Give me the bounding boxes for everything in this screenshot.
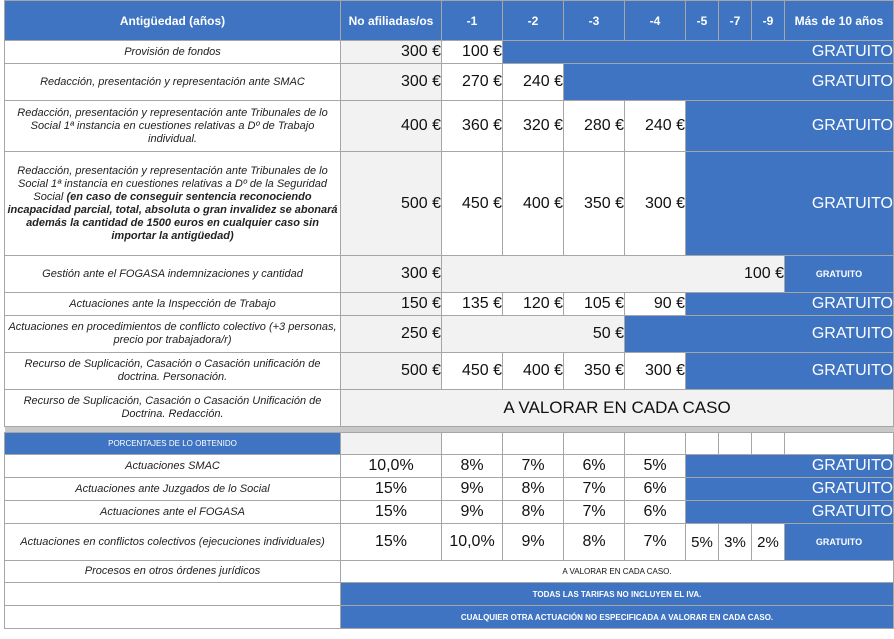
table-row — [5, 390, 894, 427]
header-row — [5, 1, 894, 41]
table-row — [5, 524, 894, 561]
table-row — [5, 561, 894, 583]
percent-cell: 15% — [341, 501, 442, 524]
price-cell: 320 € — [503, 101, 564, 152]
header-col-2: -2 — [503, 1, 564, 41]
price-cell: 105 € — [564, 293, 625, 316]
percent-cell: 7% — [503, 455, 564, 478]
row-label: Redacción, presentación y representación ante Tribunales de lo Social 1ª instancia en cuestiones relativas a Dº de Trabajo individual. — [5, 101, 341, 152]
header-col-1: -1 — [442, 1, 503, 41]
header-no-afiliadas: No afiliadas/os — [341, 1, 442, 41]
gratuito-cell: GRATUITO — [686, 501, 894, 524]
price-cell: 270 € — [442, 64, 503, 101]
row-label-note: (en caso de conseguir sentencia reconociendo incapacidad parcial, total, absoluta o gran invalidez se abonará además la cantidad de 1500 euros en cualquier caso sin importar la antigüedad) — [7, 190, 338, 242]
price-cell: 300 € — [341, 41, 442, 64]
price-cell: 90 € — [625, 293, 686, 316]
price-cell: 360 € — [442, 101, 503, 152]
price-cell: 450 € — [442, 152, 503, 256]
price-cell: 350 € — [564, 152, 625, 256]
row-label: Actuaciones en procedimientos de conflicto colectivo (+3 personas, precio por trabajadora/r) — [5, 316, 341, 353]
row-label: Recurso de Suplicación, Casación o Casación Unificación de Doctrina. Redacción. — [5, 390, 341, 427]
percent-cell: 9% — [442, 478, 503, 501]
price-cell: 120 € — [503, 293, 564, 316]
table-row — [5, 41, 894, 64]
percent-header-row — [5, 433, 894, 455]
price-cell: 250 € — [341, 316, 442, 353]
header-col-7: -7 — [719, 1, 752, 41]
price-cell: 240 € — [625, 101, 686, 152]
price-cell: 400 € — [341, 101, 442, 152]
percent-cell: 6% — [625, 478, 686, 501]
percent-cell: 2% — [752, 524, 785, 561]
iva-note: TODAS LAS TARIFAS NO INCLUYEN EL IVA. — [341, 583, 894, 606]
row-label-text: Redacción, presentación y representación ante Tribunales de lo Social 1ª instancia en cuestiones relativas a Dº de la Seguridad Social — [17, 164, 328, 203]
price-cell: 240 € — [503, 64, 564, 101]
percent-cell: 8% — [503, 501, 564, 524]
row-label: Procesos en otros órdenes jurídicos — [5, 561, 341, 583]
note-row — [5, 583, 894, 606]
price-cell: 100 € — [442, 41, 503, 64]
percent-cell: 15% — [341, 478, 442, 501]
table-row — [5, 293, 894, 316]
gratuito-cell: GRATUITO — [625, 316, 894, 353]
price-cell: 300 € — [625, 353, 686, 390]
percent-cell: 8% — [442, 455, 503, 478]
gratuito-cell: GRATUITO — [686, 455, 894, 478]
valorar-cell: A VALORAR EN CADA CASO. — [341, 561, 894, 583]
header-mas-10: Más de 10 años — [785, 1, 894, 41]
price-cell: 150 € — [341, 293, 442, 316]
table-row — [5, 152, 894, 256]
percent-cell: 9% — [503, 524, 564, 561]
row-label — [5, 152, 341, 256]
price-cell: 400 € — [503, 152, 564, 256]
table-row — [5, 353, 894, 390]
header-col-4: -4 — [625, 1, 686, 41]
row-label: Actuaciones ante la Inspección de Trabajo — [5, 293, 341, 316]
row-label: Redacción, presentación y representación ante SMAC — [5, 64, 341, 101]
percent-cell: 3% — [719, 524, 752, 561]
gratuito-cell: GRATUITO — [785, 524, 894, 561]
table-row — [5, 64, 894, 101]
percent-cell: 9% — [442, 501, 503, 524]
price-cell: 450 € — [442, 353, 503, 390]
percent-header: PORCENTAJES DE LO OBTENIDO — [5, 433, 341, 455]
row-label: Actuaciones ante Juzgados de lo Social — [5, 478, 341, 501]
percent-cell: 10,0% — [442, 524, 503, 561]
header-col-9: -9 — [752, 1, 785, 41]
gratuito-cell: GRATUITO — [785, 256, 894, 293]
header-col-3: -3 — [564, 1, 625, 41]
table-row — [5, 256, 894, 293]
row-label: Gestión ante el FOGASA indemnizaciones y cantidad — [5, 256, 341, 293]
price-cell: 100 € — [442, 256, 785, 293]
percent-cell: 8% — [503, 478, 564, 501]
other-actions-note: CUALQUIER OTRA ACTUACIÓN NO ESPECIFICADA A VALORAR EN CADA CASO. — [341, 606, 894, 629]
gratuito-cell: GRATUITO — [686, 478, 894, 501]
gratuito-cell: GRATUITO — [686, 293, 894, 316]
table-row — [5, 316, 894, 353]
price-cell: 300 € — [341, 64, 442, 101]
row-label: Provisión de fondos — [5, 41, 341, 64]
valorar-cell: A VALORAR EN CADA CASO — [341, 390, 894, 427]
gratuito-cell: GRATUITO — [686, 101, 894, 152]
price-cell: 300 € — [341, 256, 442, 293]
header-col-5: -5 — [686, 1, 719, 41]
percent-cell: 8% — [564, 524, 625, 561]
table-row — [5, 478, 894, 501]
row-label: Actuaciones SMAC — [5, 455, 341, 478]
percent-cell: 7% — [625, 524, 686, 561]
price-cell: 50 € — [442, 316, 625, 353]
percent-cell: 10,0% — [341, 455, 442, 478]
percent-cell: 15% — [341, 524, 442, 561]
table-row — [5, 501, 894, 524]
price-cell: 350 € — [564, 353, 625, 390]
table-row — [5, 101, 894, 152]
price-cell: 280 € — [564, 101, 625, 152]
percent-cell: 7% — [564, 478, 625, 501]
gratuito-cell: GRATUITO — [686, 152, 894, 256]
percent-cell: 5% — [686, 524, 719, 561]
gratuito-cell: GRATUITO — [503, 41, 894, 64]
gratuito-cell: GRATUITO — [564, 64, 894, 101]
header-antiguedad: Antigüedad (años) — [5, 1, 341, 41]
price-cell: 135 € — [442, 293, 503, 316]
price-cell: 500 € — [341, 152, 442, 256]
price-cell: 300 € — [625, 152, 686, 256]
percent-cell: 7% — [564, 501, 625, 524]
percent-cell: 6% — [625, 501, 686, 524]
percent-cell: 5% — [625, 455, 686, 478]
row-label: Recurso de Suplicación, Casación o Casación unificación de doctrina. Personación. — [5, 353, 341, 390]
gratuito-cell: GRATUITO — [686, 353, 894, 390]
percent-cell: 6% — [564, 455, 625, 478]
tariff-table — [4, 0, 894, 629]
price-cell: 500 € — [341, 353, 442, 390]
row-label: Actuaciones en conflictos colectivos (ejecuciones individuales) — [5, 524, 341, 561]
row-label: Actuaciones ante el FOGASA — [5, 501, 341, 524]
price-cell: 400 € — [503, 353, 564, 390]
table-row — [5, 455, 894, 478]
note-row — [5, 606, 894, 629]
